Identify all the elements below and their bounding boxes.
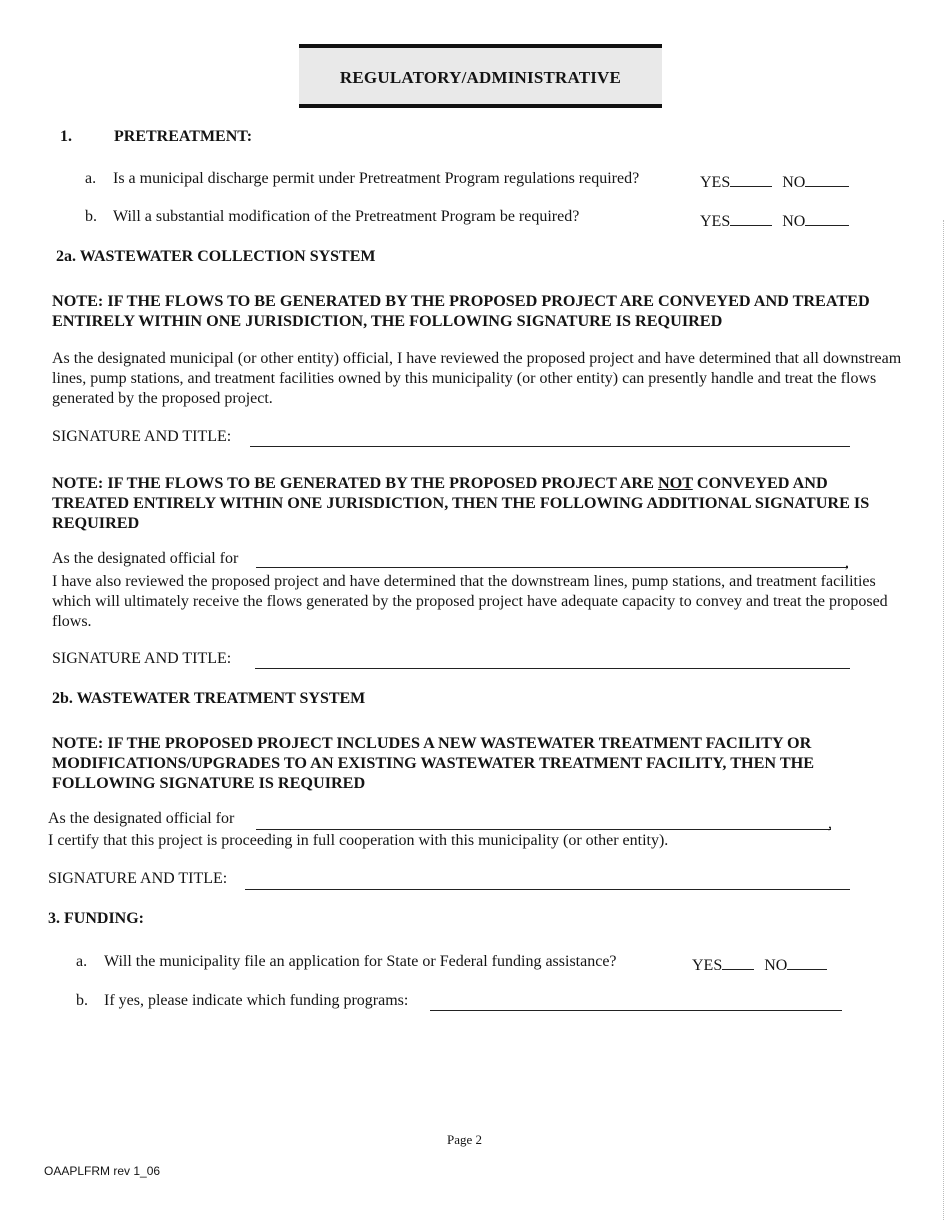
signature-label-1: SIGNATURE AND TITLE: xyxy=(52,428,232,445)
no-label: NO xyxy=(764,957,788,974)
section-1-title: PRETREATMENT: xyxy=(114,128,253,145)
item-1b-letter: b. xyxy=(85,208,97,225)
signature-field-2[interactable] xyxy=(255,668,850,669)
paragraph-additional-review: I have also reviewed the proposed project and have determined that the downstream lines, pump stations, and treatment facilities which will ultimately receive the flows generated by the proposed project have adequate capacity to convey and treat the proposed flows. xyxy=(52,573,888,630)
no-label: NO xyxy=(782,174,806,191)
note-treatment-facility: NOTE: IF THE PROPOSED PROJECT INCLUDES A NEW WASTEWATER TREATMENT FACILITY OR MODIFICATIONS/UPGRADES TO AN EXISTING WASTEWATER TREATMENT FACILITY, THEN THE FOLLOWING SIGNATURE IS REQUIRED xyxy=(52,734,815,792)
item-3a-no-field[interactable] xyxy=(787,955,827,970)
page-title: REGULATORY/ADMINISTRATIVE xyxy=(339,68,622,87)
official-for-field-2[interactable] xyxy=(256,829,831,830)
note-emphasis-not: NOT xyxy=(657,474,693,492)
item-1b-answer xyxy=(700,211,849,231)
item-3a-yes-field[interactable] xyxy=(722,955,754,970)
item-1a-letter: a. xyxy=(85,170,97,187)
form-code: OAAPLFRM rev 1_06 xyxy=(44,1164,161,1178)
paragraph-municipal-review: As the designated municipal (or other entity) official, I have reviewed the proposed project and have determined that all downstream lines, pump stations, and treatment facilities owned by this municipality (or other entity) can presently handle and treat the flows generated by the proposed project. xyxy=(52,350,902,407)
signature-field-1[interactable] xyxy=(250,446,850,447)
scan-edge xyxy=(943,220,948,1220)
signature-label-2: SIGNATURE AND TITLE: xyxy=(52,650,232,667)
item-1b-no-field[interactable] xyxy=(805,211,849,226)
section-1-number: 1. xyxy=(60,128,72,145)
certify-statement: I certify that this project is proceeding in full cooperation with this municipality (or other entity). xyxy=(48,832,669,849)
yes-label: YES xyxy=(692,957,723,974)
item-3a-answer xyxy=(692,955,827,975)
item-1a-no-field[interactable] xyxy=(805,172,849,187)
item-1a-answer xyxy=(700,172,849,192)
item-1a-yes-field[interactable] xyxy=(730,172,772,187)
section-header-box xyxy=(299,44,662,108)
note-text: NOTE: IF THE FLOWS TO BE GENERATED BY THE PROPOSED PROJECT ARE xyxy=(52,474,658,492)
comma: , xyxy=(828,815,832,832)
item-1b-yes-field[interactable] xyxy=(730,211,772,226)
signature-label-3: SIGNATURE AND TITLE: xyxy=(48,870,228,887)
note-text: CONVEYED AND TREATED ENTIRELY WITHIN ONE JURISDICTION, THEN THE FOLLOWING ADDITIONAL SIGNATURE IS REQUIRED xyxy=(52,474,870,532)
official-for-field-1[interactable] xyxy=(256,567,848,568)
note-one-jurisdiction: NOTE: IF THE FLOWS TO BE GENERATED BY THE PROPOSED PROJECT ARE CONVEYED AND TREATED ENTIRELY WITHIN ONE JURISDICTION, THE FOLLOWING SIGNATURE IS REQUIRED xyxy=(52,292,870,330)
comma: , xyxy=(845,554,849,571)
no-label: NO xyxy=(782,213,806,230)
item-1b-question: Will a substantial modification of the Pretreatment Program be required? xyxy=(113,208,580,225)
page-number: Page 2 xyxy=(447,1132,483,1147)
item-1a-question: Is a municipal discharge permit under Pretreatment Program regulations required? xyxy=(113,170,640,187)
section-3-title: 3. FUNDING: xyxy=(48,910,144,927)
official-for-label-2: As the designated official for xyxy=(48,810,235,827)
note-multiple-jurisdictions xyxy=(52,473,902,533)
official-for-label-1: As the designated official for xyxy=(52,550,239,567)
funding-programs-field[interactable] xyxy=(430,1010,842,1011)
signature-field-3[interactable] xyxy=(245,889,850,890)
yes-label: YES xyxy=(700,213,731,230)
item-3a-letter: a. xyxy=(76,953,88,970)
item-3b-question: If yes, please indicate which funding programs: xyxy=(104,992,409,1009)
item-3a-question: Will the municipality file an application for State or Federal funding assistance? xyxy=(104,953,617,970)
item-3b-letter: b. xyxy=(76,992,88,1009)
section-2b-title: 2b. WASTEWATER TREATMENT SYSTEM xyxy=(52,690,366,707)
section-2a-title: 2a. WASTEWATER COLLECTION SYSTEM xyxy=(56,248,376,265)
yes-label: YES xyxy=(700,174,731,191)
